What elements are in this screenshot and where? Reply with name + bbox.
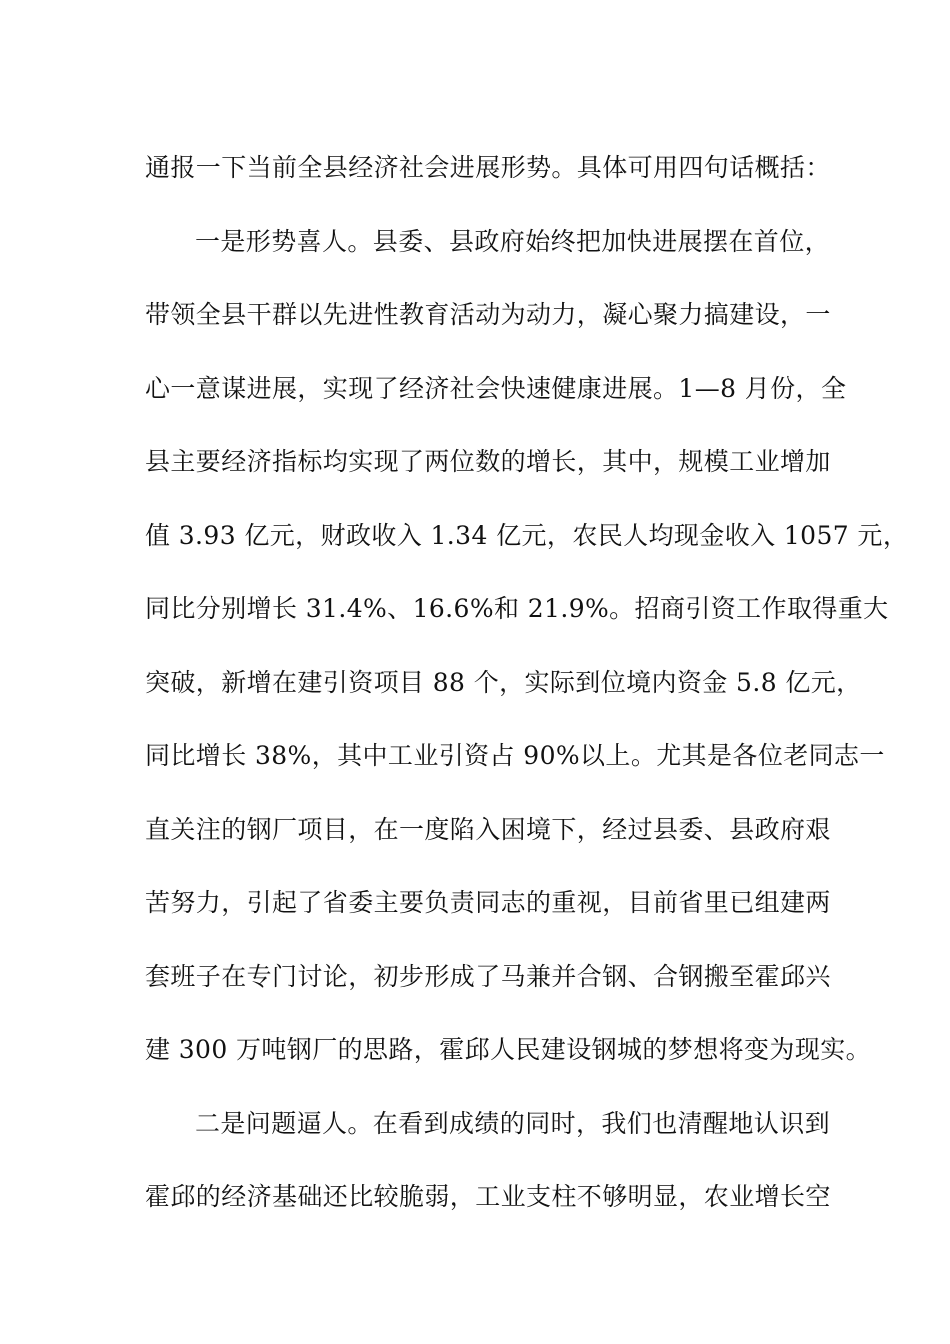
text-line: 带领全县干群以先进性教育活动为动力，凝心聚力搞建设，一: [145, 300, 831, 329]
text-line: 心一意谋进展，实现了经济社会快速健康进展。1—8 月份，全: [145, 373, 847, 403]
text-line: 通报一下当前全县经济社会进展形势。具体可用四句话概括：: [145, 153, 831, 182]
document-body: [145, 131, 909, 1234]
text-line: 二是问题逼人。在看到成绩的同时，我们也清醒地认识到: [195, 1108, 831, 1138]
text-line: 突破，新增在建引资项目 88 个，实际到位境内资金 5.8 亿元，: [145, 667, 862, 697]
text-line: 霍邱的经济基础还比较脆弱，工业支柱不够明显，农业增长空: [145, 1182, 831, 1211]
text-line: 值 3.93 亿元，财政收入 1.34 亿元，农民人均现金收入 1057 元，: [145, 520, 909, 550]
text-line: 同比分别增长 31.4%、16.6%和 21.9%。招商引资工作取得重大: [145, 594, 889, 623]
text-line: 建 300 万吨钢厂的思路，霍邱人民建设钢城的梦想将变为现实。: [145, 1035, 872, 1064]
text-line: 苦努力，引起了省委主要负责同志的重视，目前省里已组建两: [145, 888, 831, 917]
text-line: 直关注的钢厂项目，在一度陷入困境下，经过县委、县政府艰: [145, 814, 831, 844]
text-line: 同比增长 38%，其中工业引资占 90%以上。尤其是各位老同志一: [145, 741, 885, 770]
text-line: 套班子在专门讨论，初步形成了马兼并合钢、合钢搬至霍邱兴: [145, 961, 831, 991]
text-line: 一是形势喜人。县委、县政府始终把加快进展摆在首位，: [195, 226, 831, 256]
text-line: 县主要经济指标均实现了两位数的增长，其中，规模工业增加: [145, 447, 831, 476]
